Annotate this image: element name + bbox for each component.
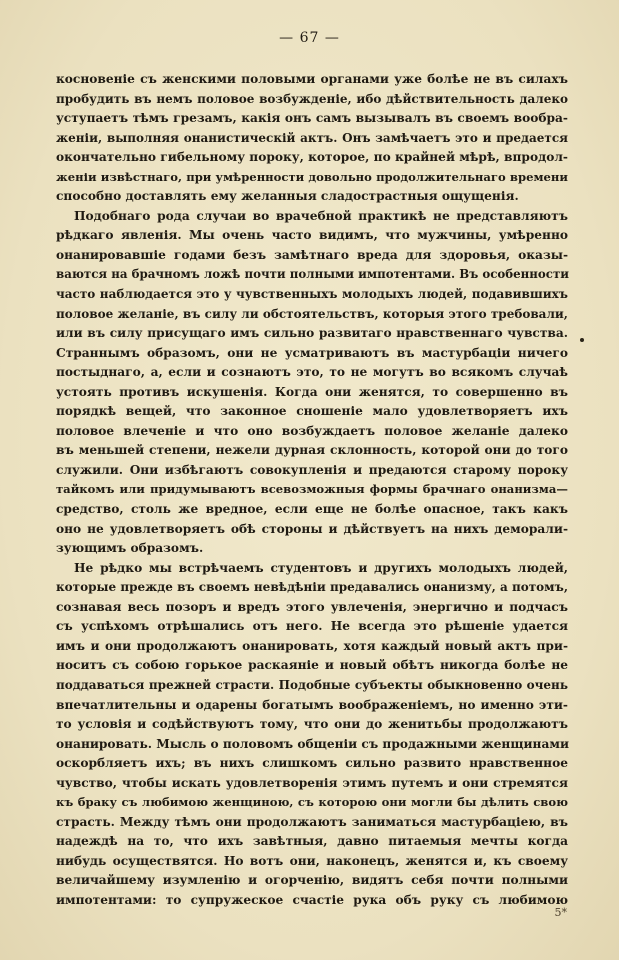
text-line: сознавая весь позоръ и вредъ этого увлеченія, энергично и подчасъ	[56, 599, 568, 614]
text-line: въ меньшей степени, нежели дурная склонность, которой они до того	[56, 443, 568, 458]
text-line: то условія и содѣйствуютъ тому, что они до женитьбы продолжаютъ	[56, 717, 568, 732]
text-line: уступаетъ тѣмъ грезамъ, какія онъ самъ вызывалъ въ своемъ вообра-	[56, 111, 568, 126]
text-line: поддаваться прежней страсти. Подобные субъекты обыкновенно очень	[56, 677, 568, 692]
text-line: страсть. Между тѣмъ они продолжаютъ заниматься мастурбаціею, въ	[56, 814, 568, 829]
text-line: порядкѣ вещей, что законное сношеніе мало удовлетворяетъ ихъ	[56, 404, 568, 419]
text-line: тайкомъ или придумываютъ всевозможныя формы брачнаго онанизма—	[56, 482, 568, 497]
text-line: устоять противъ искушенія. Когда они женятся, то совершенно въ	[56, 384, 568, 399]
text-line: служили. Они избѣгаютъ совокупленія и предаются старому пороку	[56, 462, 568, 477]
text-line: носитъ съ собою горькое раскаяніе и новый обѣтъ никогда болѣе не	[56, 658, 568, 673]
text-line: съ успѣхомъ отрѣшались отъ него. Не всегда это рѣшеніе удается	[56, 619, 568, 634]
text-line: онанировавшіе годами безъ замѣтнаго вреда для здоровья, оказы-	[56, 247, 568, 262]
text-line: которые прежде въ своемъ невѣдѣніи предавались онанизму, а потомъ,	[56, 580, 568, 595]
text-line: окончательно гибельному пороку, которое, по крайней мѣрѣ, впродол-	[56, 150, 568, 165]
text-line: женіи, выполняя онанистическій актъ. Онъ замѣчаетъ это и предается	[56, 130, 568, 145]
text-line: импотентами: то супружеское счастіе рука объ руку съ любимою	[56, 892, 568, 907]
text-line: оно не удовлетворяетъ обѣ стороны и дѣйствуетъ на нихъ деморали-	[56, 521, 568, 536]
text-line: способно доставлять ему желанныя сладострастныя ощущенія.	[56, 189, 519, 204]
text-line: чувство, чтобы искать удовлетворенія этимъ путемъ и они стремятся	[56, 775, 568, 790]
body-text	[56, 70, 568, 911]
text-line: имъ и они продолжаютъ онанировать, хотя каждый новый актъ при-	[56, 638, 568, 653]
text-line: онанировать. Мысль о половомъ общеніи съ продажными женщинами	[56, 736, 569, 751]
page-number: — 67 —	[279, 30, 340, 46]
text-line: рѣдкаго явленія. Мы очень часто видимъ, что мужчины, умѣренно	[56, 228, 568, 243]
text-line: величайшему изумленію и огорченію, видятъ себя почти полными	[56, 873, 568, 888]
text-line: часто наблюдается это у чувственныхъ молодыхъ людей, подавившихъ	[56, 287, 568, 302]
text-line: половое влеченіе и что оно возбуждаетъ половое желаніе далеко	[56, 423, 568, 438]
text-line: зующимъ образомъ.	[56, 541, 204, 556]
text-line: женіи извѣстнаго, при умѣренности довольно продолжительнаго времени	[56, 169, 568, 184]
text-line: оскорбляетъ ихъ; въ нихъ слишкомъ сильно развито нравственное	[56, 756, 568, 771]
text-line: пробудить въ немъ половое возбужденіе, ибо дѣйствительность далеко	[56, 91, 568, 106]
text-line: косновеніе съ женскими половыми органами уже болѣе не въ силахъ	[56, 72, 568, 86]
text-line: половое желаніе, въ силу ли обстоятельствъ, которыя этого требовали,	[56, 306, 568, 321]
signature-mark: 5*	[554, 906, 567, 919]
text-line: ваются на брачномъ ложѣ почти полными импотентами. Въ особенности	[56, 267, 570, 282]
text-line: къ браку съ любимою женщиною, съ которою они могли бы дѣлить свою	[56, 795, 568, 810]
text-line: постыднаго, а, если и сознаютъ это, то не могутъ во всякомъ случаѣ	[56, 365, 568, 380]
text-line: нибудь осуществятся. Но вотъ они, наконецъ, женятся и, къ своему	[56, 853, 568, 868]
text-line: надеждѣ на то, что ихъ завѣтныя, давно питаемыя мечты когда	[56, 834, 568, 849]
text-line: Подобнаго рода случаи во врачебной практикѣ не представляютъ	[74, 208, 568, 223]
text-line: Не рѣдко мы встрѣчаемъ студентовъ и другихъ молодыхъ людей,	[74, 560, 568, 575]
text-line: средство, столь же вредное, если еще не болѣе опасное, такъ какъ	[56, 502, 568, 517]
text-line: Страннымъ образомъ, они не усматриваютъ въ мастурбаціи ничего	[56, 345, 568, 360]
text-line: или въ силу присущаго имъ сильно развитаго нравственнаго чувства.	[56, 326, 568, 341]
ink-speck	[580, 338, 584, 342]
text-line: впечатлительны и одарены богатымъ воображеніемъ, но именно эти-	[56, 697, 568, 712]
